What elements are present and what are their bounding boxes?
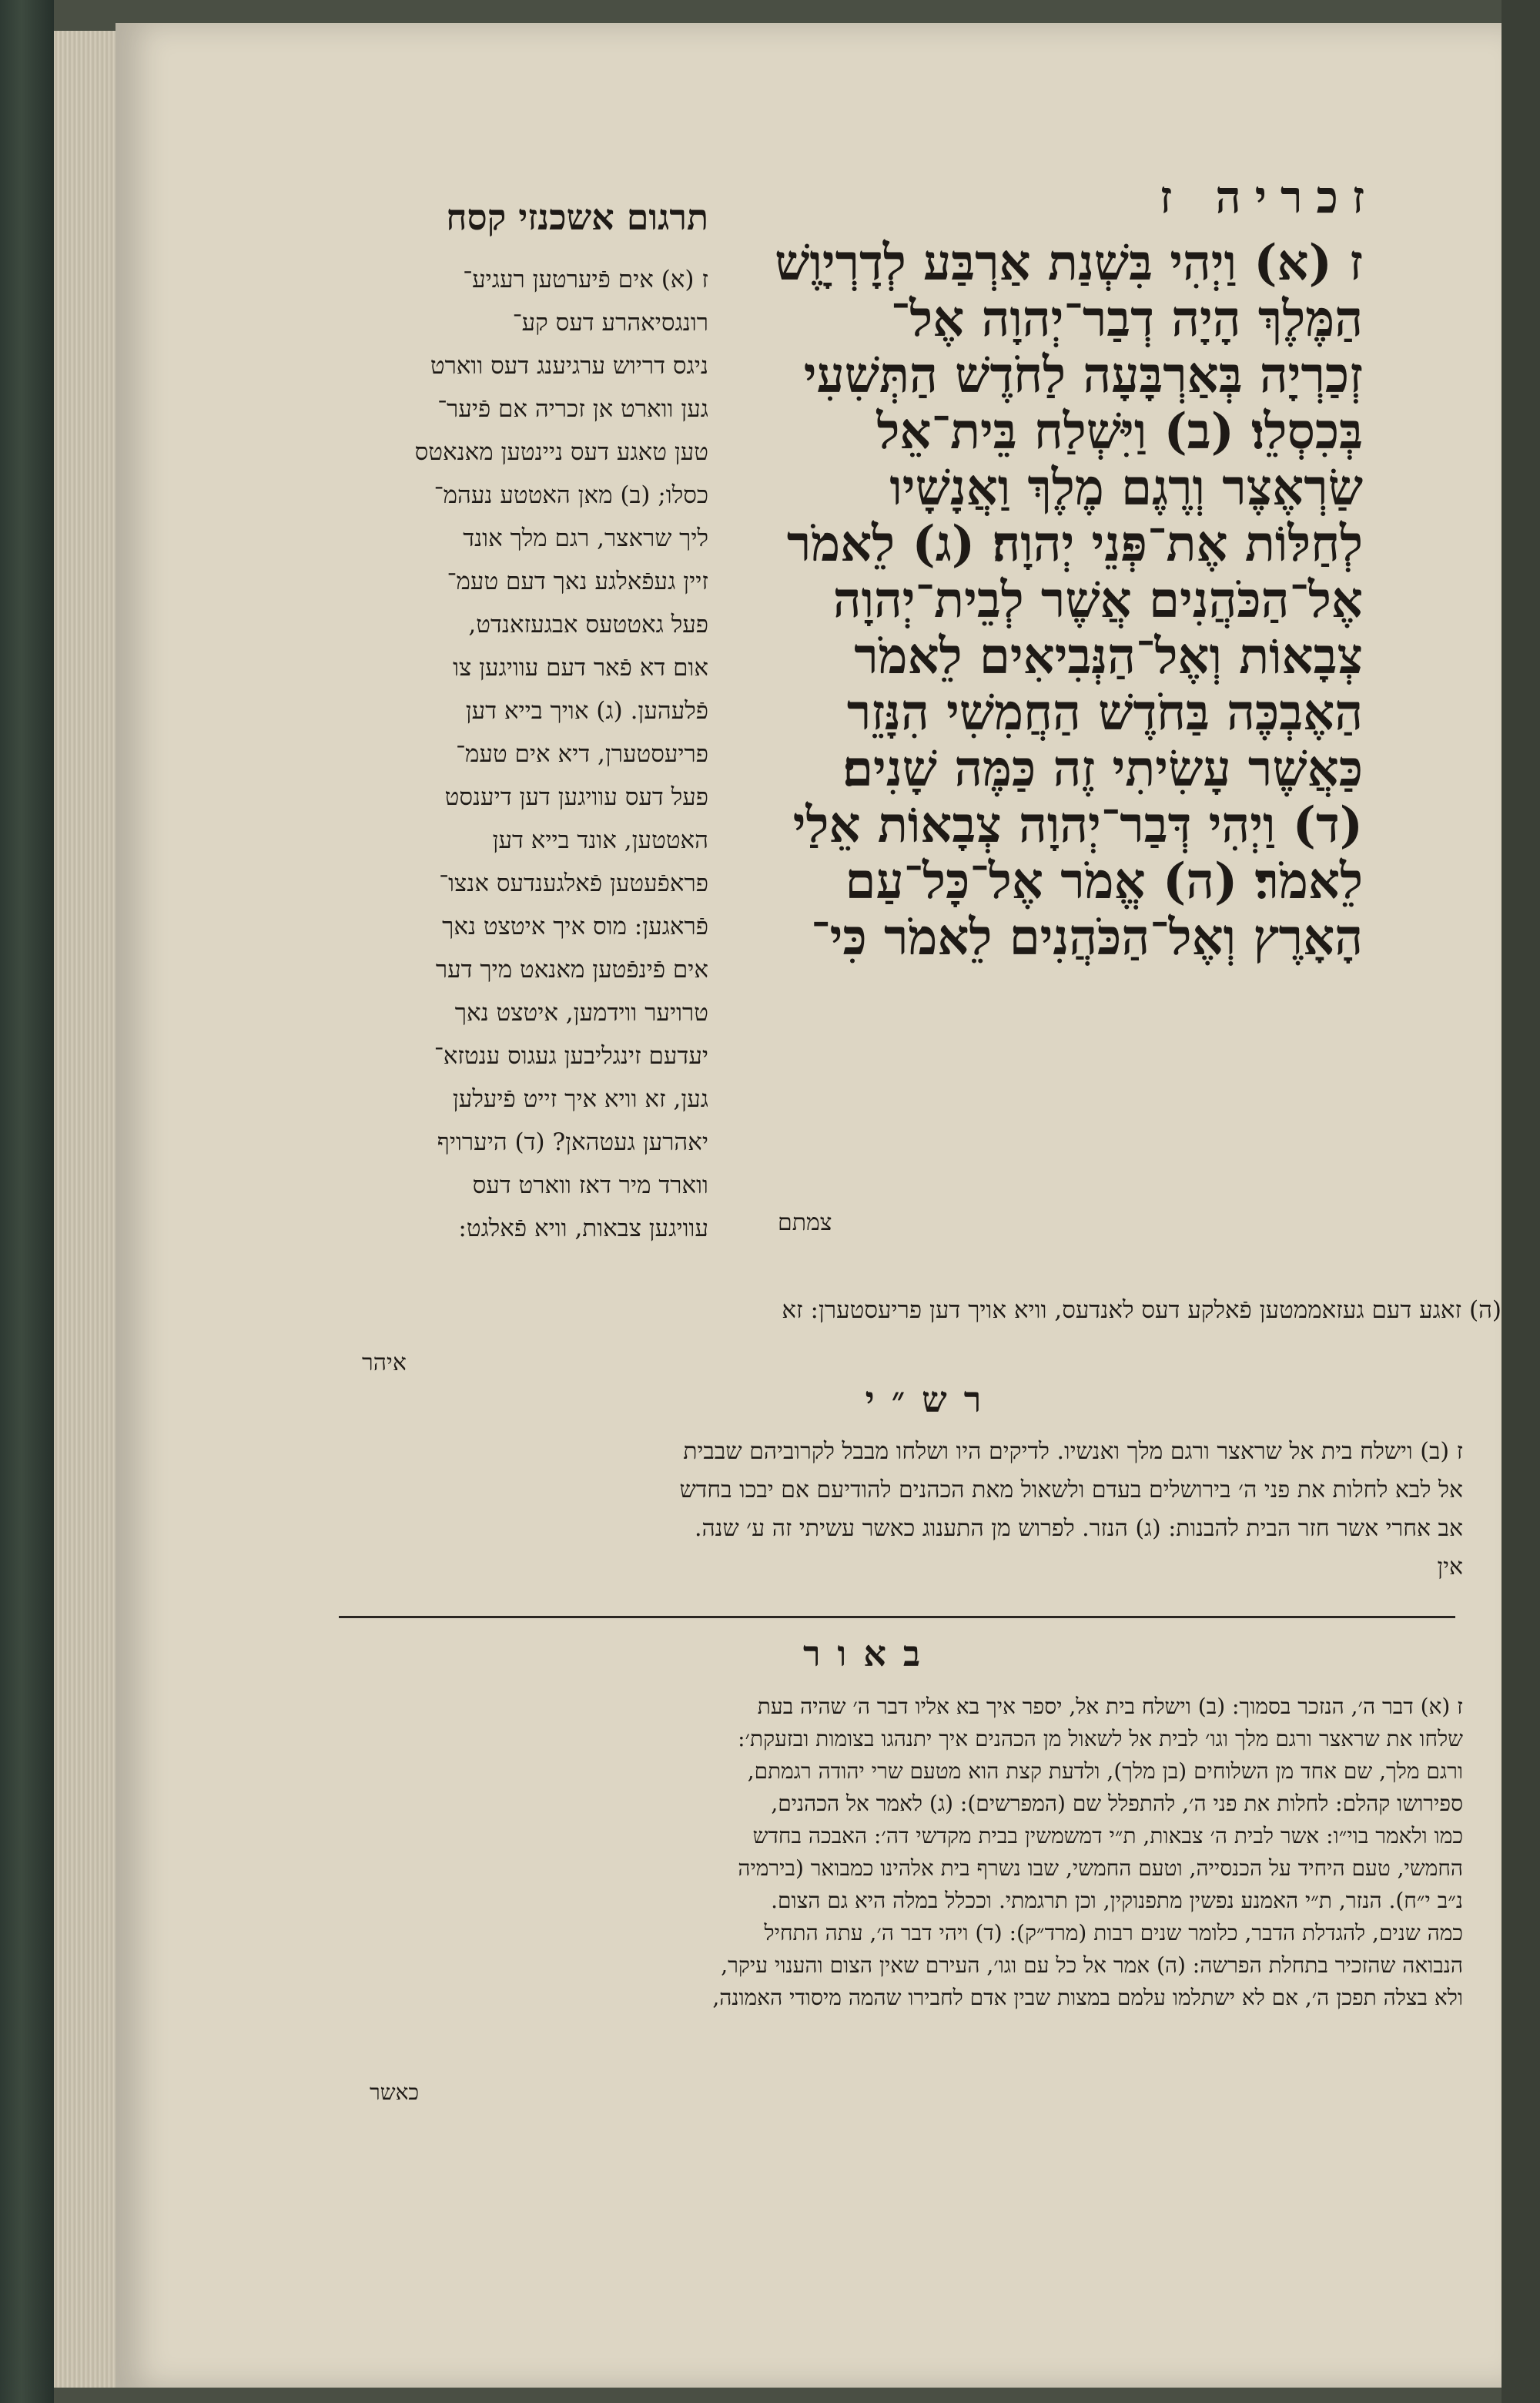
targum-continuation-line: (ה) זאגע דעם געזאממטען פֿאלקע דעס לאנדעס, וויא אויך דען פריעסטערן: זא (782, 1296, 1502, 1324)
beur-commentary (323, 1691, 1463, 2014)
targum-line: פראפֿעטען פֿאלגענדעס אנצו־ (439, 870, 708, 897)
main-text-line: לֵאמֹר׃ (ה) אֱמֹר אֶל־כָּל־עַם (845, 853, 1363, 910)
targum-line: אים פֿינפֿטען מאנאט מיך דער (435, 956, 708, 984)
main-text-line: הָאָרֶץ וְאֶל־הַכֹּהֲנִים לֵאמֹר כִּי־ (811, 910, 1363, 966)
targum-line: פעל דעס עוויגען דען דיענסט (444, 783, 708, 811)
main-text-line: זְכַרְיָה בְּאַרְבָּעָה לַחֹדֶשׁ הַתְּשִׁעִי (803, 347, 1363, 404)
beur-line: החמשי, טעם היחיד על הכנסייה, וטעם החמשי, שבו נשרף בית אלהינו כמבואר (בירמיה (738, 1855, 1463, 1881)
targum-line: יאהרען געטהאן? (ד) היערויף (437, 1128, 708, 1156)
targum-line: גען, זא וויא איך זייט פֿיעלען (452, 1085, 708, 1113)
main-text-line: שַׂרְאֶצֶר וְרֶגֶם מֶלֶךְ וַאֲנָשָׁיו (889, 460, 1363, 516)
beur-line: כמה שנים, להגדלת הדבר, כלומר שנים רבות (מרד״ק): (ד) ויהי דבר ה׳, עתה התחיל (764, 1920, 1463, 1946)
main-text-line: הַמֶּלֶךְ הָיָה דְבַר־יְהוָה אֶל־ (890, 291, 1363, 347)
running-head-targum: תרגום אשכנזי קסח (446, 196, 708, 238)
targum-line: ז (א) אים פֿיערטען רעגיע־ (463, 266, 708, 293)
main-text-column (593, 235, 1363, 966)
targum-line: האטטען, אונד בייא דען (492, 826, 708, 854)
main-text-line: בְּכִסְלֵו׃ (ב) וַיִּשְׁלַח בֵּית־אֵל (876, 404, 1363, 460)
beur-line: ולא בצלה תפכן ה׳, אם לא ישתלמו עלמם במצות שבין אדם לחבירו שהמה מיסודי האמונה, (712, 1985, 1463, 2010)
targum-line: גען ווארט אן זכריה אם פֿיער־ (437, 395, 708, 423)
rashi-line: אין (1437, 1553, 1463, 1580)
main-text-line: כַּאֲשֶׁר עָשִׂיתִי זֶה כַּמֶּה שָׁנִים׃ (842, 741, 1363, 797)
running-head-book: זכריה ז (1160, 171, 1378, 223)
beur-catchword: כאשר (370, 2080, 420, 2105)
main-text-line: (ד) וַיְהִי דְּבַר־יְהוָה צְבָאוֹת אֵלַי (792, 797, 1363, 853)
targum-line: זיין געפֿאלגע נאך דעם טעמ־ (447, 568, 708, 595)
targum-line: פֿראגען: מוס איך איטצט נאך (442, 913, 708, 940)
targum-line: פֿלעהען. (ג) אויך בייא דען (465, 697, 708, 725)
beur-line: שלחו את שראצר ורגם מלך וגו׳ לבית אל לשאול מן הכהנים איך יתנהגו בצומות ובזעקת׳: (738, 1726, 1463, 1751)
targum-line: אום דא פֿאר דעם עוויגען צו (453, 654, 708, 682)
section-divider (339, 1616, 1455, 1618)
main-text-line: אֶל־הַכֹּהֲנִים אֲשֶׁר לְבֵית־יְהוָה (832, 572, 1363, 628)
main-text-line: צְבָאוֹת וְאֶל־הַנְּבִיאִים לֵאמֹר (854, 628, 1363, 685)
targum-line: יעדעם זינגליבען געגוס ענטזא־ (434, 1042, 708, 1070)
targum-catchword: איהר (362, 1349, 407, 1376)
targum-line: טען טאגע דעס ניינטען מאנאטס (414, 438, 708, 466)
beur-line: ורגם מלך, שם אחד מן השלוחים (בן מלך), ולדעת קצת הוא מטעם שרי יהודה רגמתם, (747, 1758, 1463, 1784)
page-stack-edge (54, 31, 123, 2388)
rashi-title: רש״י (865, 1379, 999, 1420)
targum-line: טרויער ווידמען, איטצט נאך (454, 999, 708, 1027)
targum-line: פריעסטערן, דיא אים טעמ־ (456, 740, 708, 768)
beur-title: באור (802, 1633, 938, 1674)
rashi-commentary (323, 1433, 1463, 1587)
beur-line: כמו ולאמר בוי״ו: אשר לבית ה׳ צבאות, ת״י דמשמשין בבית מקדשי דה׳: האבכה בחדש (752, 1823, 1463, 1848)
targum-line: עוויגען צבאות, וויא פֿאלגט: (458, 1215, 708, 1242)
rashi-line: אב אחרי אשר חזר הבית להבנות: (ג) הנזר. לפרוש מן התענוג כאשר עשיתי זה ע׳ שנה. (694, 1515, 1463, 1542)
main-text-line: לְחַלּוֹת אֶת־פְּנֵי יְהוָה׃ (ג) לֵאמֹר (786, 516, 1363, 572)
targum-line: פעל גאטטעס אבגעזאנדט, (468, 611, 708, 638)
beur-line: נ״ב י״ח). הנזר, ת״י האמנע נפשין מתפנוקין, וכן תרגמתי. וככלל במלה היא גם הצום. (771, 1888, 1463, 1913)
targum-column (308, 258, 708, 1250)
targum-line: ניגס דריוש ערגיענג דעס ווארט (430, 352, 708, 380)
beur-line: ספירושו קהלם: לחלות את פני ה׳, להתפלל שם (המפרשים): (ג) לאמר אל הכהנים, (771, 1791, 1463, 1816)
right-page-edge (1502, 0, 1540, 2403)
targum-line: ליך שראצר, רגם מלך אונד (463, 525, 708, 552)
targum-line: כסלו; (ב) מאן האטטע נעהמ־ (434, 481, 708, 509)
beur-line: ז (א) דבר ה׳, הנזכר בסמוך: (ב) וישלח בית אל, יספר איך בא אליו דבר ה׳ שהיה בעת (757, 1694, 1463, 1719)
rashi-line: ז (ב) וישלח בית אל שראצר ורגם מלך ואנשיו. לדיקים היו ושלחו מבבל לקרוביהם שבבית (683, 1438, 1463, 1465)
main-text-line: ז (א) וַיְהִי בִּשְׁנַת אַרְבַּע לְדָרְיָוֶשׁ (775, 235, 1363, 291)
book-binding (0, 0, 54, 2403)
beur-line: הנבואה שהזכיר בתחלת הפרשה: (ה) אמר אל כל עם וגו׳, העירם שאין הצום והענוי עיקר, (721, 1952, 1463, 1978)
main-catchword: צמתם (778, 1209, 832, 1236)
main-text-line: הַאֶבְכֶּה בַּחֹדֶשׁ הַחֲמִשִׁי הִנָּזֵר (846, 685, 1363, 741)
rashi-line: אל לבא לחלות את פני ה׳ בירושלים בעדם ולשאול מאת הכהנים להודיעם אם יבכו בחדש (679, 1476, 1463, 1503)
targum-line: ווארד מיר דאז ווארט דעס (472, 1171, 708, 1199)
targum-line: רונגסיאהרע דעס קע־ (512, 309, 708, 337)
